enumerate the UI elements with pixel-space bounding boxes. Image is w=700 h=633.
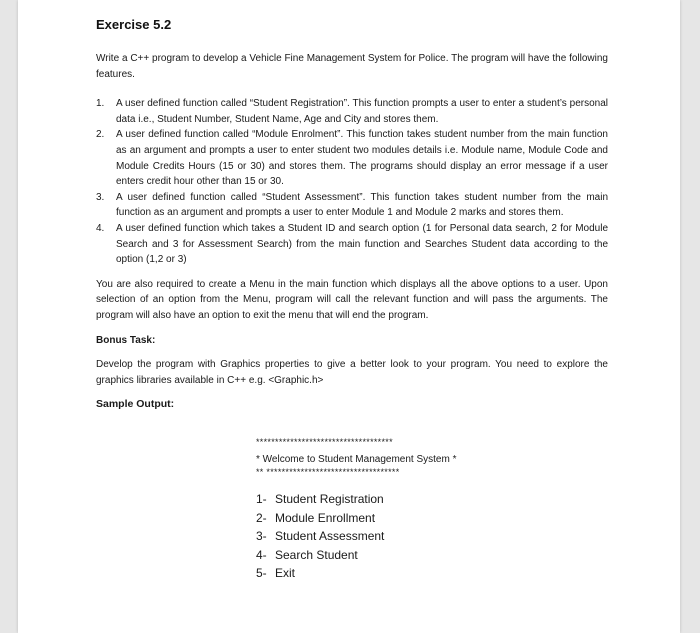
menu-item-label: Exit (275, 566, 296, 581)
document-page (18, 0, 680, 633)
feature-item (96, 127, 608, 189)
menu-item-number: 4- (256, 547, 267, 562)
intro-paragraph: Write a C++ program to develop a Vehicle Fine Management System for Police. The program will have the following features. (96, 53, 608, 80)
menu-item-number: 2- (256, 510, 267, 525)
menu-item-label: Module Enrollment (275, 510, 376, 525)
feature-text: A user defined function called “Module Enrolment”. This function takes student number from the main function as an argument and prompts a user to enter student two modules details i.e. Module name, Module Code and Module Credits Hours (15 or 30) and stores them. The programs should display an error message if a user enters credit hour other than 15 or 30. (116, 129, 608, 188)
feature-item (96, 190, 608, 221)
menu-item-label: Student Assessment (275, 529, 385, 544)
feature-item (96, 221, 608, 268)
sample-menu-item (256, 490, 496, 509)
menu-item-number: 3- (256, 529, 267, 544)
exercise-title: Exercise 5.2 (96, 17, 172, 32)
feature-number: 3. (96, 191, 105, 203)
stars-top-line: ************************************ (256, 437, 393, 447)
sample-output-heading: Sample Output: (96, 398, 175, 411)
sample-menu-item (256, 564, 496, 583)
sample-menu-item (256, 546, 496, 565)
bonus-task-paragraph: Develop the program with Graphics properties to give a better look to your program. You need to explore the graphics libraries available in C++ e.g. <Graphic.h> (96, 359, 608, 386)
menu-item-number: 1- (256, 492, 267, 506)
feature-number: 4. (96, 222, 105, 234)
bonus-task-heading: Bonus Task: (96, 334, 156, 346)
feature-text: A user defined function called “Student Assessment”. This function takes student number from the main function as an argument and prompts a user to enter Module 1 and Module 2 marks and stores them. (116, 191, 608, 219)
feature-item (96, 96, 608, 127)
feature-number: 2. (96, 129, 105, 141)
sample-menu-item (256, 527, 496, 546)
feature-text: A user defined function called “Student Registration”. This function prompts a user to enter a student’s personal data i.e., Student Number, Student Name, Age and City and stores them. (116, 98, 608, 125)
menu-item-label: Search Student (275, 547, 358, 562)
feature-text: A user defined function which takes a Student ID and search option (1 for Personal data search, 2 for Module Search and 3 for Assessment Search) from the main function and Searches Student data according to the option (1,2 or 3) (116, 222, 608, 266)
feature-number: 1. (96, 98, 105, 110)
sample-output-block (256, 437, 496, 583)
exercise-content (96, 16, 608, 413)
stars-bottom-line: ** *********************************** (256, 467, 400, 477)
feature-list (96, 96, 608, 268)
sample-menu-item (256, 509, 496, 528)
menu-item-label: Student Registration (275, 492, 384, 506)
welcome-line: * Welcome to Student Management System * (256, 454, 457, 465)
menu-item-number: 5- (256, 566, 267, 581)
sample-menu-list (256, 490, 496, 583)
menu-requirement-paragraph: You are also required to create a Menu in the main function which displays all the above options to a user. Upon selection of an option from the Menu, program will call the relevant function and will pass the arguments. The program will also have an option to exit the menu that will end the program. (96, 278, 608, 321)
